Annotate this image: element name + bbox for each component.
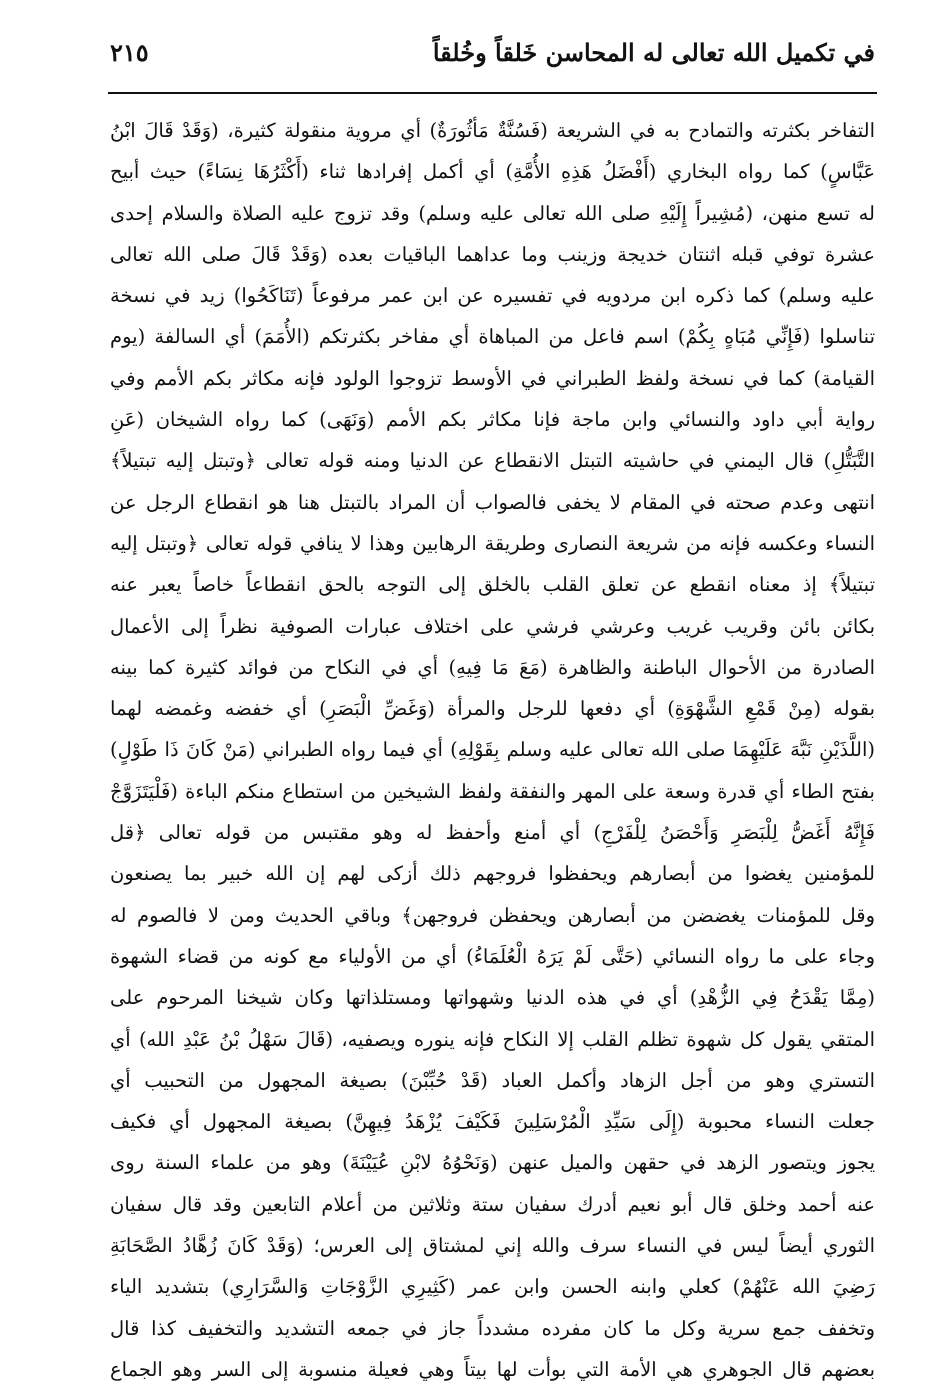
text-line: بقوله (مِنْ قَمْعِ الشَّهْوَةِ) أي دفعها للرجل والمرأة (وَغَضِّ الْبَصَرِ) أي خفضه وغمضه لهما: [110, 697, 875, 721]
text-line: (مِمَّا يَقْدَحُ فِي الزُّهْدِ) أي في هذه الدنيا وشهواتها ومستلذاتها وكان شيخنا المرحوم على: [110, 986, 875, 1010]
text-line: المتقي يقول كل شهوة تظلم القلب إلا النكاح فإنه ينوره ويصفيه، (قَالَ سَهْلُ بْنُ عَبْدِ الله) أي: [110, 1027, 875, 1051]
text-line: عليه وسلم) كما ذكره ابن مردويه في تفسيره عن ابن عمر مرفوعاً (تَنَاكَحُوا) زيد في نسخة: [110, 284, 875, 308]
text-line: بكائن بائن وقريب غريب وعرشي فرشي على اختلاف عبارات الصوفية نظراً إلى الأعمال: [110, 614, 875, 638]
text-line: جعلت النساء محبوبة (إِلَى سَيِّدِ الْمُرْسَلِينَ فَكَيْفَ يُزْهَدُ فِيهِنَّ) بصيغة المجهول أي فكيف: [110, 1110, 875, 1134]
text-line: رَضِيَ الله عَنْهُمْ) كعلي وابنه الحسن وابن عمر (كَثِيرِي الزَّوْجَاتِ وَالسَّرَارِي) بتشديد الياء: [110, 1275, 875, 1299]
text-line: التفاخر بكثرته والتمادح به في الشريعة (فَسُنَّةٌ مَأثُورَةٌ) أي مروية منقولة كثيرة، (وَقَدْ قَالَ ابْنُ: [110, 119, 875, 142]
text-line: تبتيلاً﴾ إذ معناه انقطع عن تعلق القلب بالخلق إلى التوجه بالحق انقطاعاً خاصاً يعبر عنه: [110, 573, 875, 597]
text-line: القيامة) كما في نسخة ولفظ الطبراني في الأوسط تزوجوا الولود فإنه مكاثر بكم الأمم وفي: [110, 366, 875, 390]
page-header: [110, 38, 875, 90]
header-rule: [108, 92, 877, 94]
text-line: بعضهم قال الجوهري هي الأمة التي بوأت لها بيتاً وهي فعيلة منسوبة إلى السر وهو الجماع: [110, 1357, 875, 1381]
text-line: بفتح الطاء أي قدرة وسعة على المهر والنفقة ولفظ الشيخين من استطاع منكم الباءة (فَلْيَتَزَوَّجْ: [110, 779, 875, 803]
running-title: في تكميل الله تعالى له المحاسن خَلقاً وخُلقاً: [432, 38, 875, 67]
text-line: وجاء على ما رواه النسائي (حَتَّى لَمْ يَرَهُ الْعُلَمَاءُ) أي من الأولياء مع كونه من قضاء الشهوة: [110, 944, 875, 968]
text-line: عنه أحمد وخلق قال أبو نعيم أدرك سفيان ستة وثلاثين من أعلام التابعين وقد قال سفيان: [110, 1192, 875, 1216]
text-line: النساء وعكسه فإنه من شريعة النصارى وطريقة الرهابين وهذا لا ينافي قوله تعالى ﴿وتبتل إليه: [110, 531, 875, 555]
text-line: عَبَّاسٍ) كما رواه البخاري (أَفْضَلُ هَذِهِ الأُمَّةِ) أي أكمل إفرادها ثناء (أَكْثَرُهَا نِسَاءً) حيث أبيح: [110, 160, 875, 184]
page-number: ٢١٥: [110, 38, 149, 67]
text-line: انتهى وعدم صحته في المقام لا يخفى فالصواب أن المراد بالتبتل هنا هو انقطاع الرجل عن: [110, 490, 875, 514]
text-line: التَّبَتُّلِ) قال اليمني في حاشيته التبتل الانقطاع عن الدنيا ومنه قوله تعالى ﴿وتبتل إليه تبتيلاً﴾: [110, 449, 875, 473]
text-line: التستري وهو من أجل الزهاد وأكمل العباد (قَدْ حُبِّبْنَ) بصيغة المجهول من التحبيب أي: [110, 1068, 875, 1092]
text-line: له تسع منهن، (مُشِيراً إِلَيْهِ صلى الله تعالى عليه وسلم) وقد تزوج عليه الصلاة والسلام إحدى: [110, 201, 875, 225]
text-line: وقل للمؤمنات يغضضن من أبصارهن ويحفظن فروجهن﴾ وباقي الحديث ومن لا فالصوم له: [110, 903, 875, 927]
text-line: يجوز ويتصور الزهد في حقهن والميل عنهن (وَنَحْوُهُ لابْنِ عُيَيْنَةَ) وهو من علماء السنة روى: [110, 1151, 875, 1175]
text-line: تناسلوا (فَإِنِّي مُبَاهٍ بِكُمْ) اسم فاعل من المباهاة أي مفاخر بكثرتكم (الأُمَمَ) أي السالفة (يوم: [110, 325, 875, 349]
text-line: للمؤمنين يغضوا من أبصارهم ويحفظوا فروجهم ذلك أزكى لهم إن الله خبير بما يصنعون: [110, 862, 875, 886]
body-text: [110, 110, 875, 1390]
text-line: (اللَّذَيْنِ نَبَّهَ عَلَيْهِمَا صلى الله تعالى عليه وسلم بِقَوْلِهِ) أي فيما رواه الطبراني (مَنْ كَانَ ذَا طَوْلٍ): [110, 738, 875, 762]
text-line: رواية أبي داود والنسائي وابن ماجة فإنا مكاثر بكم الأمم (وَنَهَى) كما رواه الشيخان (عَنِ: [110, 408, 875, 432]
text-line: عشرة توفي قبله اثنتان خديجة وزينب وما عداهما الباقيات بعده (وَقَدْ قَالَ صلى الله تعالى: [110, 242, 875, 266]
text-line: فَإِنَّهُ أَغَضُّ لِلْبَصَرِ وَأَحْصَنُ لِلْفَرْجِ) أي أمنع وأحفظ له وهو مقتبس من قوله تعالى ﴿قل: [110, 821, 875, 845]
text-line: وتخفف جمع سرية وكل ما كان مفرده مشدداً جاز في جمعه التشديد والتخفيف كذا قال: [110, 1316, 875, 1340]
text-line: الثوري أيضاً ليس في النساء سرف والله إني لمشتاق إلى العرس؛ (وَقَدْ كَانَ زُهَّادُ الصَّحَابَةِ: [110, 1234, 875, 1258]
text-line: الصادرة من الأحوال الباطنة والظاهرة (مَعَ مَا فِيهِ) أي في النكاح من فوائد كثيرة كما بينه: [110, 655, 875, 679]
